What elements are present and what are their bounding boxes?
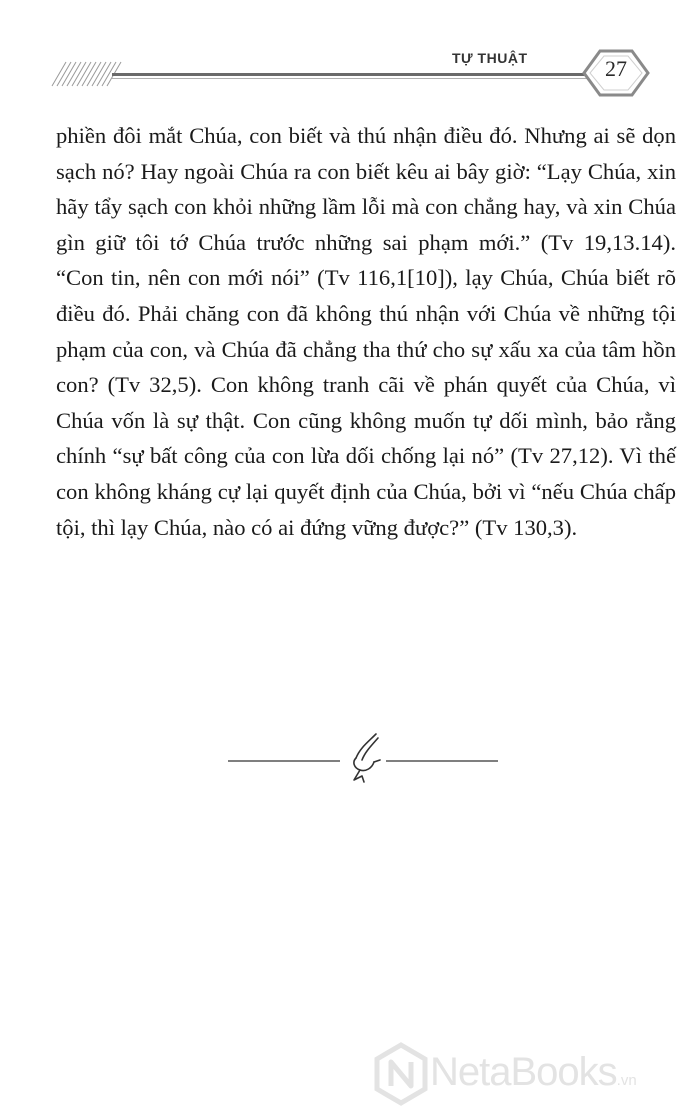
netabooks-logo-icon [372,1042,430,1108]
header-decoration [0,0,700,110]
dove-icon [354,734,380,782]
netabooks-watermark [372,1042,692,1112]
page-number: 27 [605,56,627,81]
header-rule [112,73,588,76]
dove-ornament [228,730,500,786]
watermark-text [430,1050,637,1095]
page-header [0,0,700,110]
watermark-suffix: .vn [616,1072,637,1089]
hatch-lines [52,62,121,86]
body-paragraph: phiền đôi mắt Chúa, con biết và thú nhận điều đó. Nhưng ai sẽ dọn sạch nó? Hay ngoài Chúa ra con biết kêu ai bây giờ: “Lạy Chúa, xin hãy tẩy sạch con khỏi những lầm lỗi mà con chẳng hay, và xin Chúa gìn giữ tôi tớ Chúa trước những sai phạm mới.” (Tv 19,13.14). “Con tin, nên con mới nói” (Tv 116,1[10]), lạy Chúa, Chúa biết rõ điều đó. Phải chăng con đã không thú nhận với Chúa về những tội phạm của con, và Chúa đã chẳng tha thứ cho sự xấu xa của tâm hồn con? (Tv 32,5). Con không tranh cãi về phán quyết của Chúa, vì Chúa vốn là sự thật. Con cũng không muốn tự dối mình, bảo rằng chính “sự bất công của con lừa dối chống lại nó” (Tv 27,12). Vì thế con không kháng cự lại quyết định của Chúa, bởi vì “nếu Chúa chấp tội, thì lạy Chúa, nào có ai đứng vững được?” (Tv 130,3). [56,123,676,540]
running-title: TỰ THUẬT [452,50,528,66]
watermark-brand: NetaBooks [430,1050,617,1094]
